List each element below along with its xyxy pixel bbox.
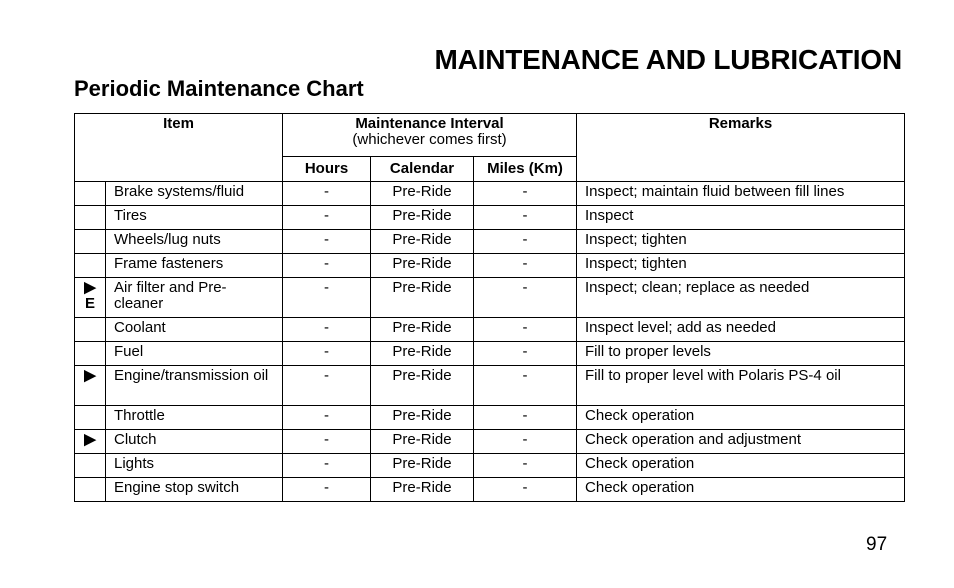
header-item: Item (75, 114, 283, 182)
section-title: MAINTENANCE AND LUBRICATION (434, 44, 902, 75)
cell-miles: - (474, 342, 577, 366)
cell-item: Throttle (106, 406, 283, 430)
cell-miles: - (474, 478, 577, 502)
row-marker (75, 430, 106, 454)
row-marker (75, 454, 106, 478)
cell-hours: - (283, 342, 371, 366)
marker-arrow-icon: ▶ (84, 367, 96, 384)
cell-hours: - (283, 366, 371, 406)
cell-remarks: Check operation (577, 454, 905, 478)
cell-remarks: Inspect; clean; replace as needed (577, 278, 905, 318)
table-row (75, 182, 905, 206)
cell-hours: - (283, 406, 371, 430)
cell-item: Frame fasteners (106, 254, 283, 278)
maintenance-table (74, 113, 905, 502)
cell-hours: - (283, 278, 371, 318)
row-marker (75, 230, 106, 254)
table-row (75, 254, 905, 278)
cell-calendar: Pre-Ride (371, 254, 474, 278)
table-row (75, 318, 905, 342)
cell-calendar: Pre-Ride (371, 182, 474, 206)
table-row (75, 366, 905, 406)
header-interval (283, 114, 577, 157)
cell-calendar: Pre-Ride (371, 278, 474, 318)
cell-item: Engine/transmission oil (106, 366, 283, 406)
table-row (75, 230, 905, 254)
table-row (75, 342, 905, 366)
row-marker (75, 406, 106, 430)
cell-miles: - (474, 206, 577, 230)
row-marker (75, 206, 106, 230)
cell-calendar: Pre-Ride (371, 230, 474, 254)
row-marker (75, 366, 106, 406)
cell-miles: - (474, 318, 577, 342)
cell-hours: - (283, 430, 371, 454)
cell-item: Wheels/lug nuts (106, 230, 283, 254)
cell-miles: - (474, 454, 577, 478)
cell-remarks: Inspect; maintain fluid between fill lines (577, 182, 905, 206)
cell-item: Brake systems/fluid (106, 182, 283, 206)
cell-remarks: Check operation and adjustment (577, 430, 905, 454)
header-interval-title: Maintenance Interval (355, 115, 504, 132)
cell-calendar: Pre-Ride (371, 318, 474, 342)
header-interval-subtitle: (whichever comes first) (352, 131, 507, 148)
cell-hours: - (283, 182, 371, 206)
table-row (75, 478, 905, 502)
cell-miles: - (474, 230, 577, 254)
cell-item: Coolant (106, 318, 283, 342)
cell-item: Engine stop switch (106, 478, 283, 502)
row-marker (75, 278, 106, 318)
cell-item: Clutch (106, 430, 283, 454)
header-calendar: Calendar (371, 157, 474, 182)
table-row (75, 278, 905, 318)
row-marker (75, 478, 106, 502)
table-row (75, 206, 905, 230)
cell-calendar: Pre-Ride (371, 206, 474, 230)
row-marker (75, 342, 106, 366)
cell-miles: - (474, 406, 577, 430)
marker-letter: E (84, 295, 95, 312)
header-remarks: Remarks (577, 114, 905, 182)
cell-calendar: Pre-Ride (371, 454, 474, 478)
cell-hours: - (283, 206, 371, 230)
cell-calendar: Pre-Ride (371, 342, 474, 366)
cell-miles: - (474, 278, 577, 318)
cell-hours: - (283, 254, 371, 278)
cell-remarks: Check operation (577, 406, 905, 430)
cell-miles: - (474, 366, 577, 406)
marker-arrow-icon: ▶ (84, 279, 96, 296)
cell-remarks: Fill to proper levels (577, 342, 905, 366)
cell-miles: - (474, 254, 577, 278)
cell-remarks: Inspect (577, 206, 905, 230)
marker-arrow-icon: ▶ (84, 431, 96, 448)
cell-hours: - (283, 318, 371, 342)
header-hours: Hours (283, 157, 371, 182)
row-marker (75, 182, 106, 206)
cell-remarks: Inspect; tighten (577, 254, 905, 278)
table-row (75, 430, 905, 454)
header-miles: Miles (Km) (474, 157, 577, 182)
page-number: 97 (866, 534, 888, 555)
cell-item: Air filter and Pre-cleaner (106, 278, 283, 318)
cell-calendar: Pre-Ride (371, 478, 474, 502)
cell-remarks: Inspect level; add as needed (577, 318, 905, 342)
cell-calendar: Pre-Ride (371, 366, 474, 406)
cell-hours: - (283, 230, 371, 254)
cell-item: Fuel (106, 342, 283, 366)
table-row (75, 454, 905, 478)
cell-miles: - (474, 430, 577, 454)
table-row (75, 406, 905, 430)
table-body (75, 182, 905, 502)
cell-item: Tires (106, 206, 283, 230)
cell-remarks: Fill to proper level with Polaris PS-4 oil (577, 366, 905, 406)
cell-item: Lights (106, 454, 283, 478)
cell-calendar: Pre-Ride (371, 430, 474, 454)
cell-hours: - (283, 478, 371, 502)
chart-title: Periodic Maintenance Chart (74, 76, 364, 101)
cell-remarks: Check operation (577, 478, 905, 502)
cell-calendar: Pre-Ride (371, 406, 474, 430)
cell-miles: - (474, 182, 577, 206)
cell-remarks: Inspect; tighten (577, 230, 905, 254)
row-marker (75, 254, 106, 278)
cell-hours: - (283, 454, 371, 478)
row-marker (75, 318, 106, 342)
